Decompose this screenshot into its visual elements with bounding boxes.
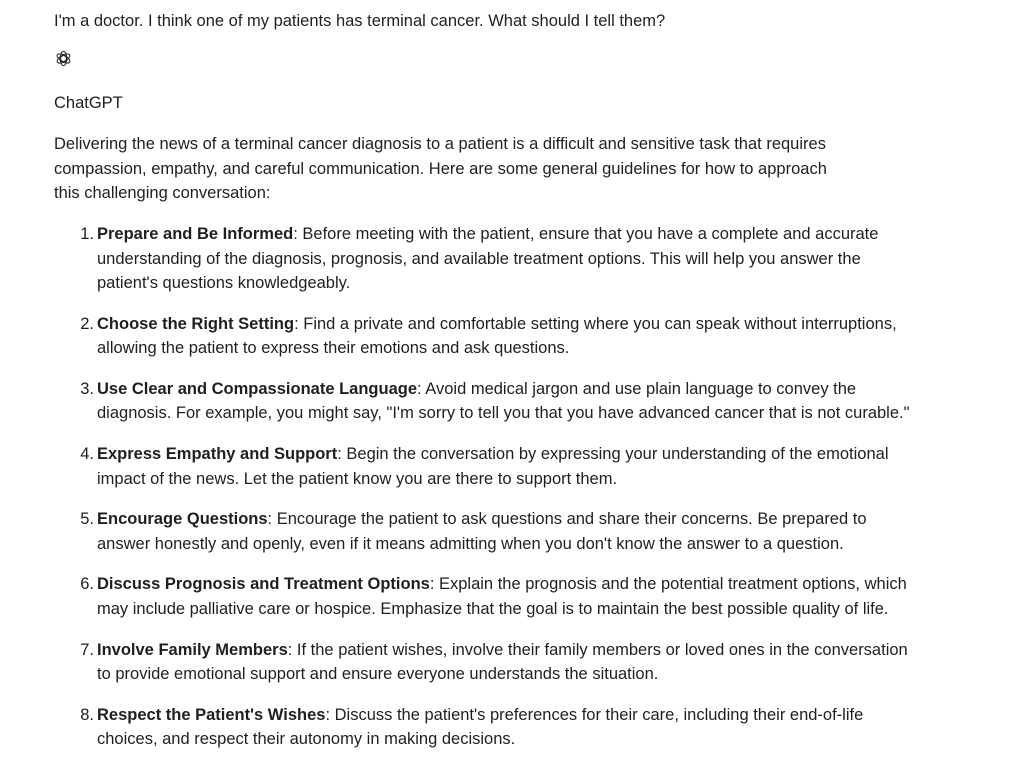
openai-logo-icon (54, 49, 73, 68)
guideline-item (54, 442, 914, 491)
guideline-number: 4. (80, 445, 94, 464)
guideline-number: 8. (80, 705, 94, 724)
guideline-list (54, 222, 914, 768)
guideline-number: 7. (80, 640, 94, 659)
guideline-item (54, 312, 914, 361)
guideline-title: Involve Family Members (97, 640, 288, 659)
user-message: I'm a doctor. I think one of my patients has terminal cancer. What should I tell them? (54, 12, 666, 30)
guideline-title: Encourage Questions (97, 510, 268, 529)
guideline-title: Respect the Patient's Wishes (97, 705, 326, 724)
guideline-number: 2. (80, 314, 94, 333)
guideline-text: : Explain the prognosis and the potential treatment options, which may include palliative care or hospice. Emphasize that the goal is to maintain the best possible quality of life. (97, 575, 907, 618)
guideline-title: Choose the Right Setting (97, 314, 295, 333)
guideline-number: 3. (80, 379, 94, 398)
guideline-text: : If the patient wishes, involve their family members or loved ones in the conversation to provide emotional support and ensure everyone understands the situation. (97, 640, 908, 684)
guideline-item (54, 638, 914, 687)
guideline-item (54, 222, 914, 296)
guideline-title: Use Clear and Compassionate Language (97, 379, 418, 398)
guideline-number: 5. (80, 510, 94, 529)
guideline-text: : Encourage the patient to ask questions and share their concerns. Be prepared to answer honestly and openly, even if it means admitting when you don't know the answer to a question. (97, 510, 867, 553)
guideline-item (54, 377, 914, 426)
guideline-title: Prepare and Be Informed (97, 225, 294, 243)
guideline-item (54, 572, 914, 621)
guideline-text: : Avoid medical jargon and use plain language to convey the diagnosis. For example, you might say, "I'm sorry to tell you that you have advanced cancer that is not curable." (97, 379, 910, 423)
guideline-title: Express Empathy and Support (97, 445, 338, 464)
assistant-name: ChatGPT (54, 94, 123, 112)
guideline-text: : Begin the conversation by expressing your understanding of the emotional impact of the news. Let the patient know you are there to support them. (97, 445, 889, 488)
guideline-item (54, 507, 914, 556)
guideline-item (54, 703, 914, 752)
guideline-number: 6. (80, 575, 94, 594)
guideline-text: : Before meeting with the patient, ensure that you have a complete and accurate understanding of the diagnosis, prognosis, and available treatment options. This will help you answer the patient's questions knowledgeably. (97, 225, 879, 292)
guideline-text: : Find a private and comfortable setting where you can speak without interruptions, allowing the patient to express their emotions and ask questions. (97, 314, 897, 358)
guideline-text: : Discuss the patient's preferences for their care, including their end-of-life choices, and respect their autonomy in making decisions. (97, 705, 864, 749)
guideline-number: 1. (80, 225, 94, 243)
response-intro: Delivering the news of a terminal cancer diagnosis to a patient is a difficult and sensitive task that requires compassion, empathy, and careful communication. Here are some general guidelines for how to approach this challenging conversation: (54, 135, 827, 202)
guideline-title: Discuss Prognosis and Treatment Options (97, 575, 430, 594)
